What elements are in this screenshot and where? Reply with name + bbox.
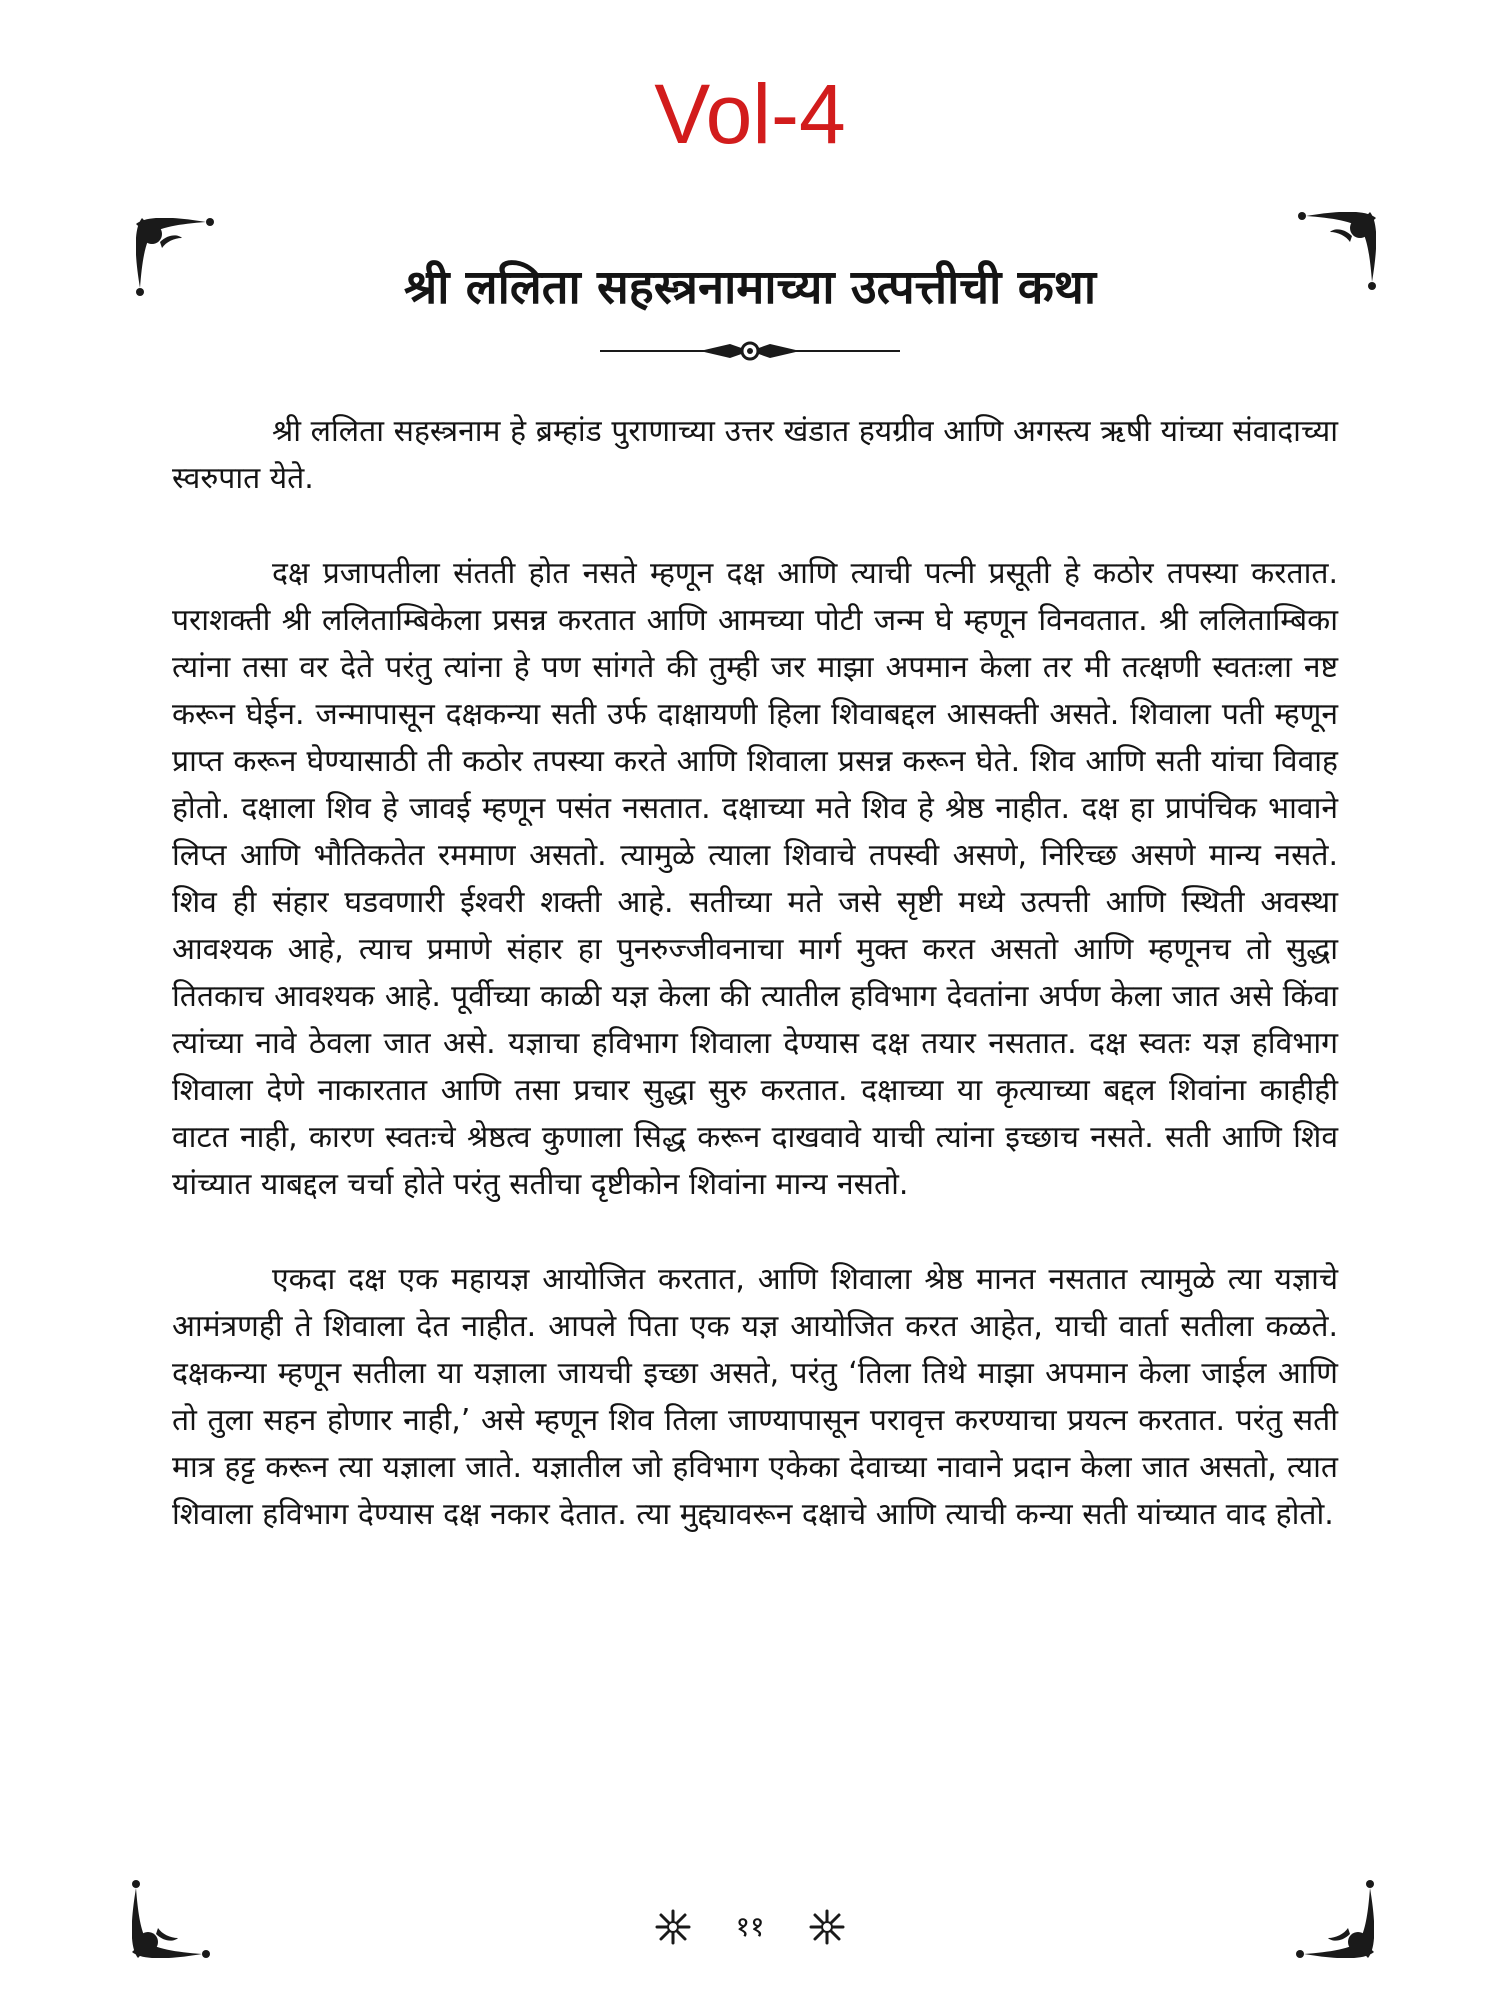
page-title: श्री ललिता सहस्त्रनामाच्या उत्पत्तीची कथा [403,260,1096,315]
volume-label: Vol-4 [654,67,846,161]
title-divider-icon [600,334,900,368]
paragraph: श्री ललिता सहस्त्रनाम हे ब्रम्हांड पुराणाच्या उत्तर खंडात हयग्रीव आणि अगस्त्य ऋषी यांच्या संवादाच्या स्वरुपात येते. [172,414,1338,496]
article-body [172,408,1338,1586]
page-footer [0,1906,1500,1947]
page-number: ११ [735,1910,765,1943]
flourish-right-icon [807,1907,847,1947]
paragraph: दक्ष प्रजापतीला संतती होत नसते म्हणून दक्ष आणि त्याची पत्नी प्रसूती हे कठोर तपस्या करतात. पराशक्ती श्री ललिताम्बिकेला प्रसन्न करतात आणि आमच्या पोटी जन्म घे म्हणून विनवतात. श्री ललिताम्बिका त्यांना तसा वर देते परंतु त्यांना हे पण सांगते की तुम्ही जर माझा अपमान केला तर मी तत्क्षणी स्वतःला नष्ट करून घेईन. जन्मापासून दक्षकन्या सती उर्फ दाक्षायणी हिला शिवाबद्दल आसक्ती असते. शिवाला पती म्हणून प्राप्त करून घेण्यासाठी ती कठोर तपस्या करते आणि शिवाला प्रसन्न करून घेते. शिव आणि सती यांचा विवाह होतो. दक्षाला शिव हे जावई म्हणून पसंत नसतात. दक्षाच्या मते शिव हे श्रेष्ठ नाहीत. दक्ष हा प्रापंचिक भावाने लिप्त आणि भौतिकतेत रममाण असतो. त्यामुळे त्याला शिवाचे तपस्वी असणे, निरिच्छ असणे मान्य नसते. शिव ही संहार घडवणारी ईश्वरी शक्ती आहे. सतीच्या मते जसे सृष्टी मध्ये उत्पत्ती आणि स्थिती अवस्था आवश्यक आहे, त्याच प्रमाणे संहार हा पुनरुज्जीवनाचा मार्ग मुक्त करत असतो आणि म्हणूनच तो सुद्धा तितकाच आवश्यक आहे. पूर्वीच्या काळी यज्ञ केला की त्यातील हविभाग देवतांना अर्पण केला जात असे किंवा त्यांच्या नावे ठेवला जात असे. यज्ञाचा हविभाग शिवाला देण्यास दक्ष तयार नसतात. दक्ष स्वतः यज्ञ हविभाग शिवाला देणे नाकारतात आणि तसा प्रचार सुद्धा सुरु करतात. दक्षाच्या या कृत्याच्या बद्दल शिवांना काहीही वाटत नाही, कारण स्वतःचे श्रेष्ठत्व कुणाला सिद्ध करून दाखवावे याची त्यांना इच्छाच नसते. सती आणि शिव यांच्यात याबद्दल चर्चा होते परंतु सतीचा दृष्टीकोन शिवांना मान्य नसतो. [172,556,1338,1202]
paragraph: एकदा दक्ष एक महायज्ञ आयोजित करतात, आणि शिवाला श्रेष्ठ मानत नसतात त्यामुळे त्या यज्ञाचे आमंत्रणही ते शिवाला देत नाहीत. आपले पिता एक यज्ञ आयोजित करत आहेत, याची वार्ता सतीला कळते. दक्षकन्या म्हणून सतीला या यज्ञाला जायची इच्छा असते, परंतु ‘तिला तिथे माझा अपमान केला जाईल आणि तो तुला सहन होणार नाही,’ असे म्हणून शिव तिला जाण्यापासून परावृत्त करण्याचा प्रयत्न करतात. परंतु सती मात्र हट्ट करून त्या यज्ञाला जाते. यज्ञातील जो हविभाग एकेका देवाच्या नावाने प्रदान केला जात असतो, त्यात शिवाला हविभाग देण्यास दक्ष नकार देतात. त्या मुद्द्यावरून दक्षाचे आणि त्याची कन्या सती यांच्यात वाद होतो. [172,1262,1338,1532]
flourish-left-icon [653,1907,693,1947]
